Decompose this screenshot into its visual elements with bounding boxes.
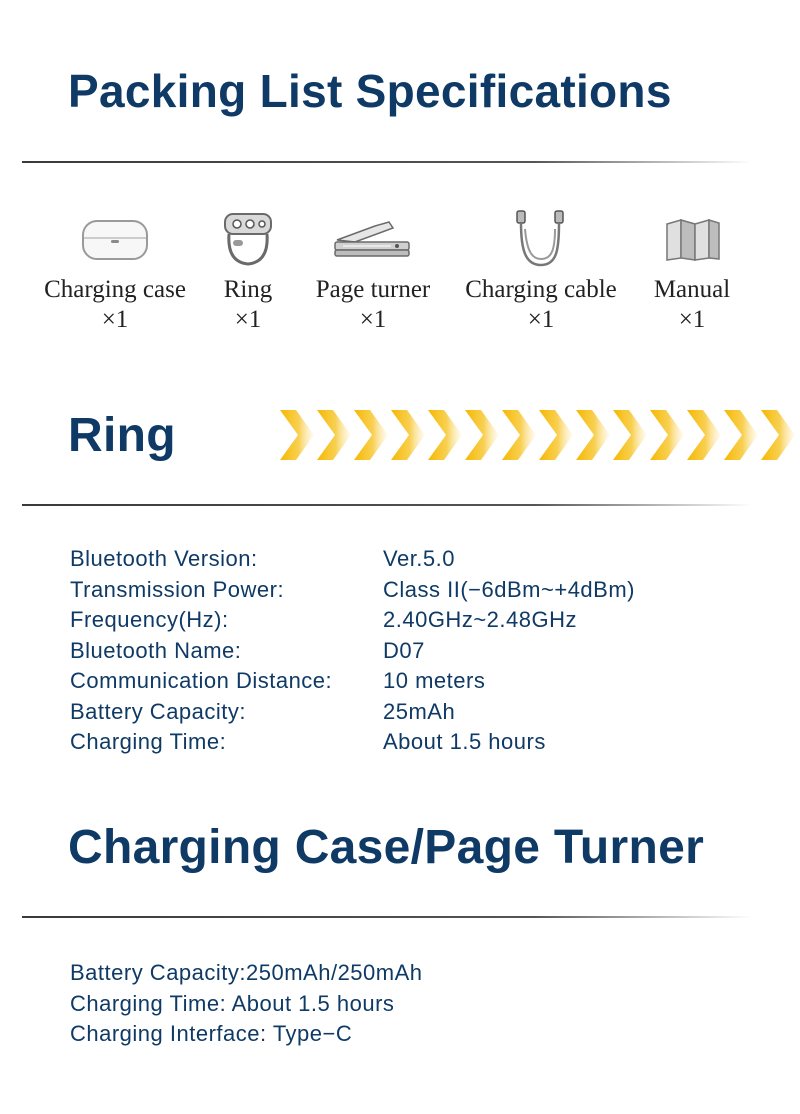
packing-list-title: Packing List Specifications xyxy=(68,65,672,117)
ring-icon xyxy=(212,205,284,275)
packing-item-charging-case xyxy=(28,205,202,335)
spec-value: 2.40GHz~2.48GHz xyxy=(383,607,577,632)
ring-section-title: Ring xyxy=(68,409,176,462)
spec-key: Frequency(Hz): xyxy=(70,607,229,632)
case-spec-line: Battery Capacity:250mAh/250mAh xyxy=(70,960,423,985)
item-qty: ×1 xyxy=(678,306,706,333)
item-label: Page turner xyxy=(315,276,431,303)
spec-value: About 1.5 hours xyxy=(383,729,546,754)
case-spec-line: Charging Time: About 1.5 hours xyxy=(70,990,395,1016)
item-label: Charging case xyxy=(44,276,186,303)
divider xyxy=(22,504,752,506)
spec-value: D07 xyxy=(383,637,425,663)
case-section-title: Charging Case/Page Turner xyxy=(68,821,705,874)
spec-key: Bluetooth Version: xyxy=(70,546,258,571)
spec-value: Ver.5.0 xyxy=(383,546,456,571)
packing-item-ring xyxy=(212,205,284,335)
packing-item-charging-cable xyxy=(456,205,626,335)
item-label: Charging cable xyxy=(465,276,617,303)
spec-value: 10 meters xyxy=(383,668,486,693)
divider xyxy=(22,916,752,918)
divider xyxy=(22,161,752,163)
manual-icon xyxy=(640,205,744,275)
case-spec-line: Charging Interface: Type−C xyxy=(70,1021,353,1046)
spec-key: Charging Time: xyxy=(70,729,227,754)
spec-value: Class II(−6dBm~+4dBm) xyxy=(383,576,635,602)
packing-item-page-turner xyxy=(300,205,446,335)
page-turner-icon xyxy=(300,205,446,275)
chevron-arrows-decoration xyxy=(280,408,800,462)
charging-case-icon xyxy=(28,205,202,275)
packing-items xyxy=(0,205,800,355)
case-spec-list xyxy=(70,960,423,1052)
item-label: Ring xyxy=(223,276,273,303)
item-qty: ×1 xyxy=(234,306,262,333)
spec-key: Transmission Power: xyxy=(70,576,285,602)
spec-key: Communication Distance: xyxy=(70,668,333,693)
item-qty: ×1 xyxy=(359,306,387,333)
packing-item-manual xyxy=(640,205,744,335)
spec-value: 25mAh xyxy=(383,698,456,724)
item-qty: ×1 xyxy=(527,306,555,333)
charging-cable-icon xyxy=(456,205,626,275)
spec-key: Bluetooth Name: xyxy=(70,637,242,663)
item-label: Manual xyxy=(653,276,731,303)
item-qty: ×1 xyxy=(101,306,129,333)
spec-key: Battery Capacity: xyxy=(70,698,247,724)
